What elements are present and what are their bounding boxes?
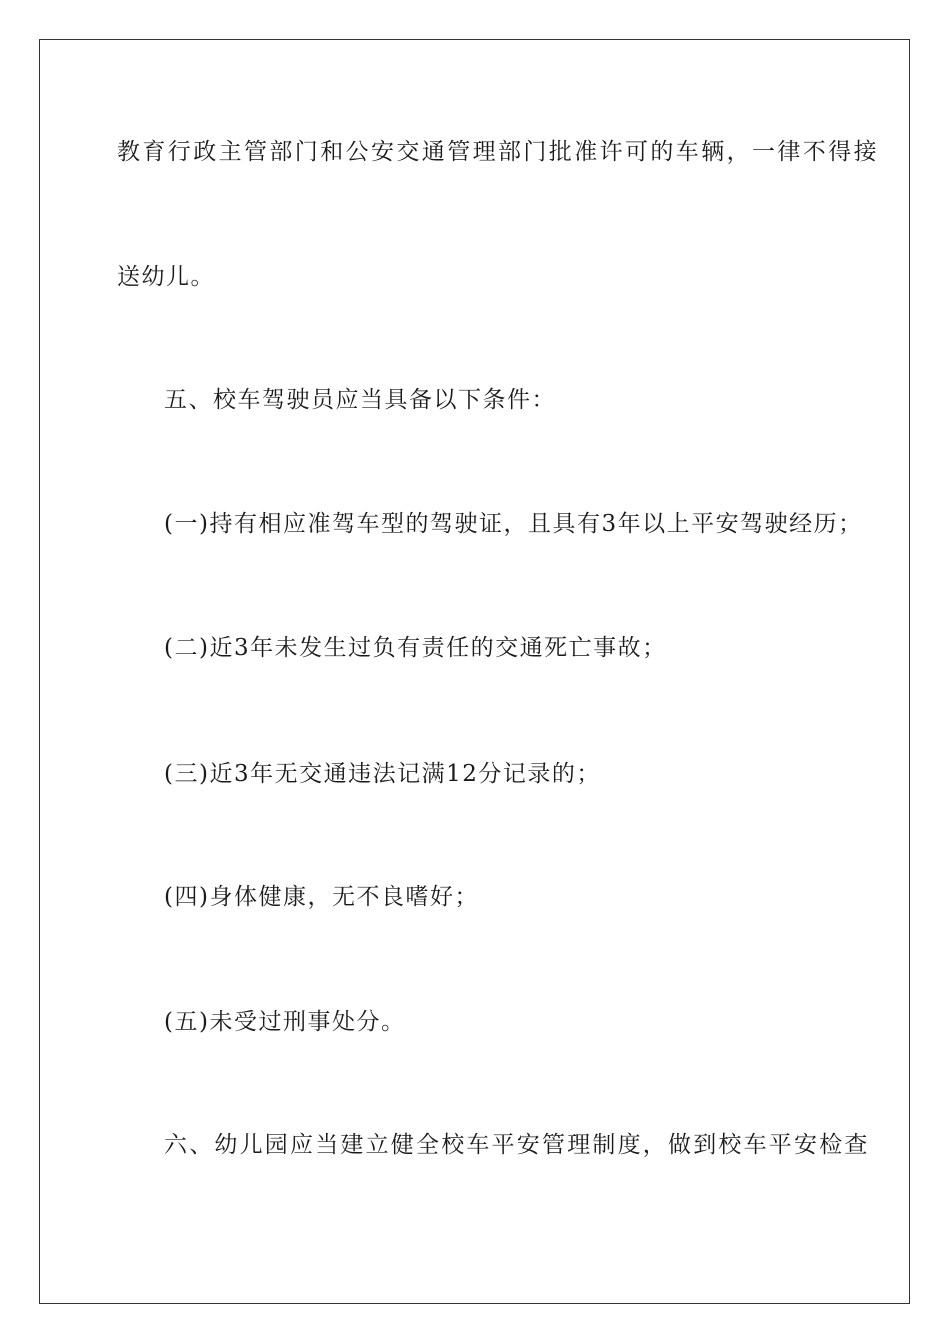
condition-item-2: (二)近3年未发生过负有责任的交通死亡事故； (164, 635, 667, 661)
paragraph-continuation-end: 送幼儿。 (117, 264, 215, 290)
condition-item-4: (四)身体健康，无不良嗜好； (164, 884, 479, 910)
section-five-heading: 五、校车驾驶员应当具备以下条件： (164, 387, 556, 413)
paragraph-continuation-line: 教育行政主管部门和公安交通管理部门批准许可的车辆，一律不得接 (117, 139, 879, 165)
condition-item-3: (三)近3年无交通违法记满12分记录的； (164, 761, 601, 787)
condition-item-1: (一)持有相应准驾车型的驾驶证，且具有3年以上平安驾驶经历； (164, 511, 863, 537)
section-six-paragraph: 六、幼儿园应当建立健全校车平安管理制度，做到校车平安检查 (164, 1132, 870, 1158)
condition-item-5: (五)未受过刑事处分。 (164, 1009, 406, 1035)
page-border (39, 39, 910, 1304)
